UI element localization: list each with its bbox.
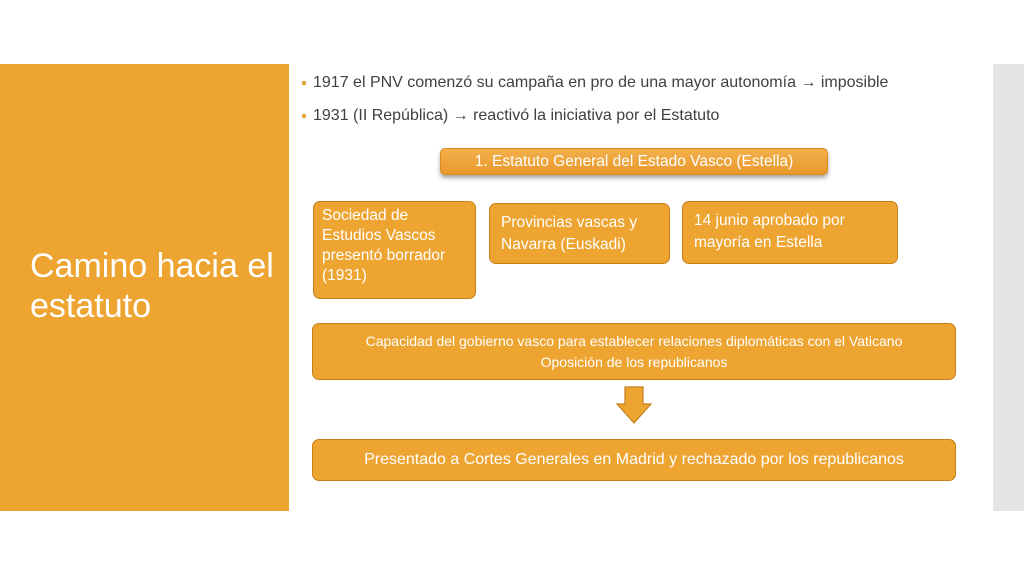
bullet-list bbox=[300, 70, 990, 136]
final-box: Presentado a Cortes Generales en Madrid y rechazado por los republicanos bbox=[312, 439, 956, 481]
capacidad-line: Capacidad del gobierno vasco para establecer relaciones diplomáticas con el Vaticano bbox=[365, 333, 903, 349]
provincias-box: Provincias vascas y Navarra (Euskadi) bbox=[489, 203, 670, 264]
sociedad-box: Sociedad de Estudios Vascos presentó borrador (1931) bbox=[313, 201, 476, 299]
bullet-text: 1931 (II República) → reactivó la iniciativa por el Estatuto bbox=[313, 107, 720, 124]
side-strip bbox=[993, 64, 1024, 511]
slide-title: Camino hacia el estatuto bbox=[30, 247, 274, 325]
bullet-icon bbox=[302, 81, 306, 85]
capacidad-box bbox=[312, 323, 956, 380]
down-arrow-icon bbox=[616, 386, 652, 424]
bullet-text: 1917 el PNV comenzó su campaña en pro de una mayor autonomía → imposible bbox=[313, 74, 889, 91]
junio-box: 14 junio aprobado por mayoría en Estella bbox=[682, 201, 898, 264]
statute-header-box: 1. Estatuto General del Estado Vasco (Estella) bbox=[440, 148, 828, 175]
bullet-item bbox=[300, 103, 990, 136]
oposicion-line: Oposición de los republicanos bbox=[540, 354, 728, 370]
bullet-icon bbox=[302, 114, 306, 118]
bullet-item bbox=[300, 70, 990, 103]
